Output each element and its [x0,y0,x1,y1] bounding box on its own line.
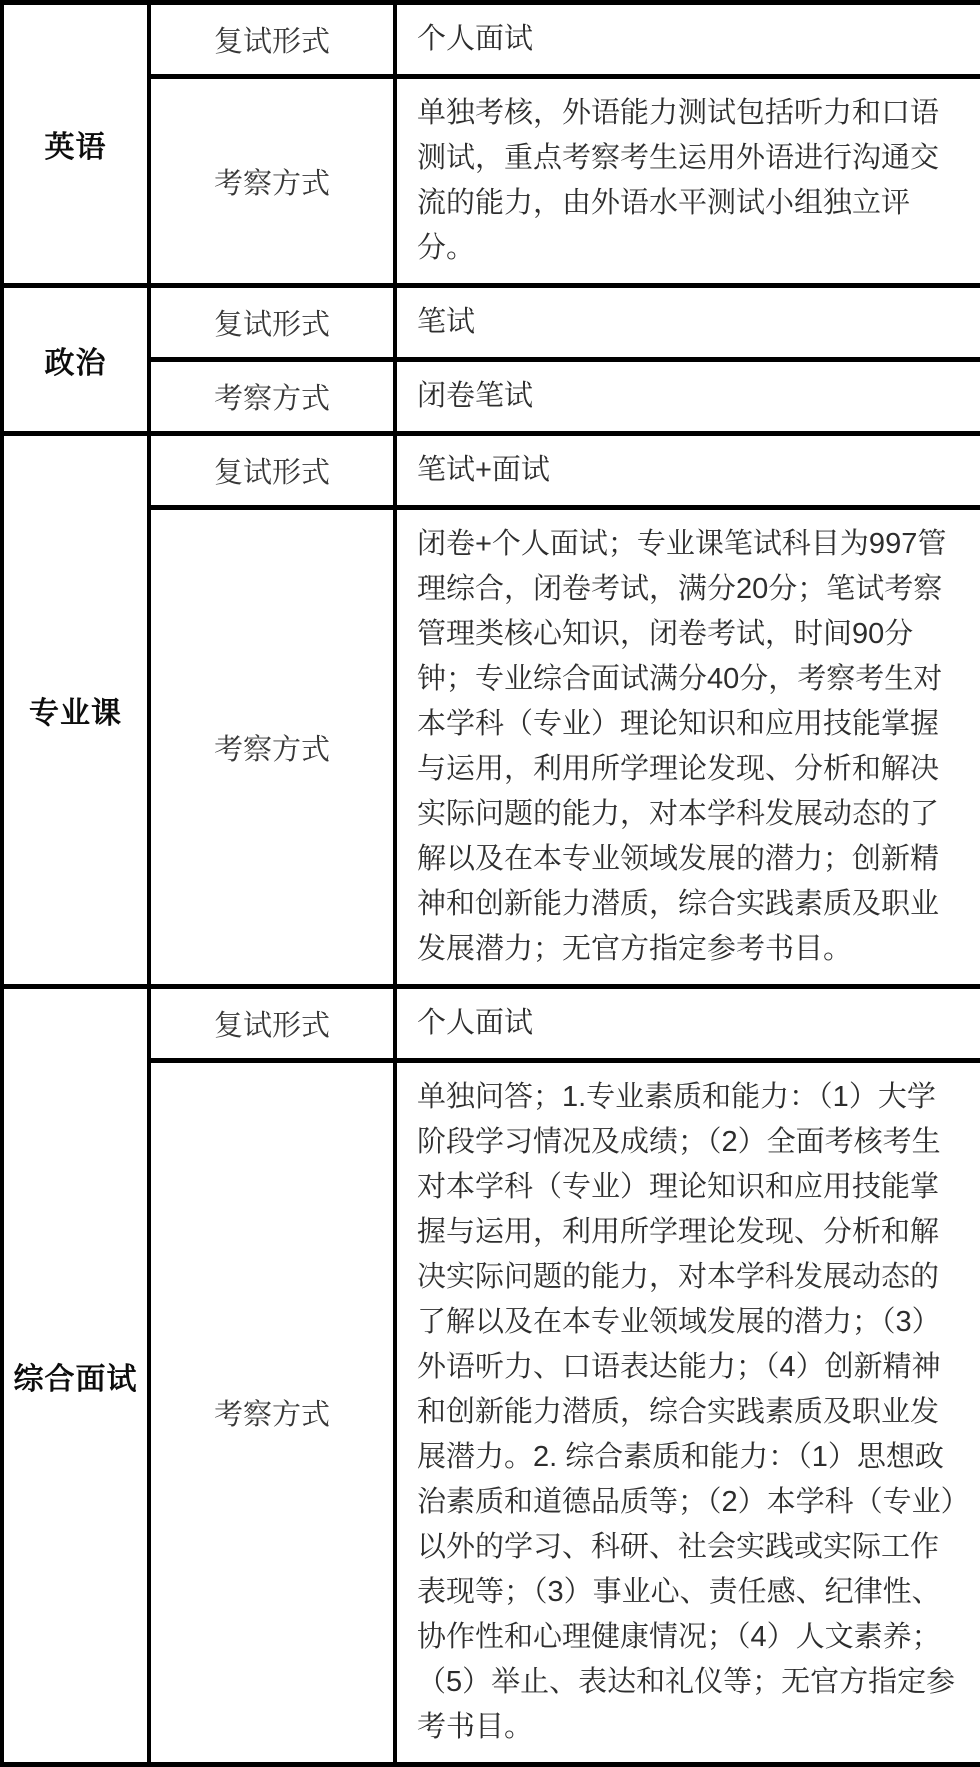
label-form: 复试形式 [149,3,395,77]
table-row [2,987,980,1061]
major-course-form-value: 笔试+面试 [395,434,980,508]
subject-english: 英语 [2,3,149,286]
label-method: 考察方式 [149,77,395,286]
table-row [2,360,980,434]
subject-major-course: 专业课 [2,434,149,987]
table-row [2,1061,980,1765]
table-row [2,508,980,987]
label-form: 复试形式 [149,987,395,1061]
label-method: 考察方式 [149,360,395,434]
politics-method-value: 闭卷笔试 [395,360,980,434]
subject-comprehensive-interview: 综合面试 [2,987,149,1765]
label-form: 复试形式 [149,286,395,360]
english-method-value: 单独考核，外语能力测试包括听力和口语测试，重点考察考生运用外语进行沟通交流的能力，由外语水平测试小组独立评分。 [395,77,980,286]
label-form: 复试形式 [149,434,395,508]
label-method: 考察方式 [149,1061,395,1765]
subject-politics: 政治 [2,286,149,434]
table-row [2,286,980,360]
label-method: 考察方式 [149,508,395,987]
english-form-value: 个人面试 [395,3,980,77]
table-row [2,3,980,77]
comprehensive-interview-form-value: 个人面试 [395,987,980,1061]
table-row [2,434,980,508]
politics-form-value: 笔试 [395,286,980,360]
table-row [2,77,980,286]
major-course-method-value: 闭卷+个人面试；专业课笔试科目为997管理综合，闭卷考试，满分20分；笔试考察管理类核心知识，闭卷考试，时间90分钟；专业综合面试满分40分，考察考生对本学科（专业）理论知识和应用技能掌握与运用，利用所学理论发现、分析和解决实际问题的能力，对本学科发展动态的了解以及在本专业领域发展的潜力；创新精神和创新能力潜质，综合实践素质及职业发展潜力；无官方指定参考书目。 [395,508,980,987]
comprehensive-interview-method-value: 单独问答；1.专业素质和能力：（1）大学阶段学习情况及成绩；（2）全面考核考生对本学科（专业）理论知识和应用技能掌握与运用，利用所学理论发现、分析和解决实际问题的能力，对本学科发展动态的了解以及在本专业领域发展的潜力；（3）外语听力、口语表达能力；（4）创新精神和创新能力潜质，综合实践素质及职业发展潜力。2. 综合素质和能力：（1）思想政治素质和道德品质等；（2）本学科（专业）以外的学习、科研、社会实践或实际工作表现等；（3）事业心、责任感、纪律性、协作性和心理健康情况；（4）人文素养；（5）举止、表达和礼仪等；无官方指定参考书目。 [395,1061,980,1765]
